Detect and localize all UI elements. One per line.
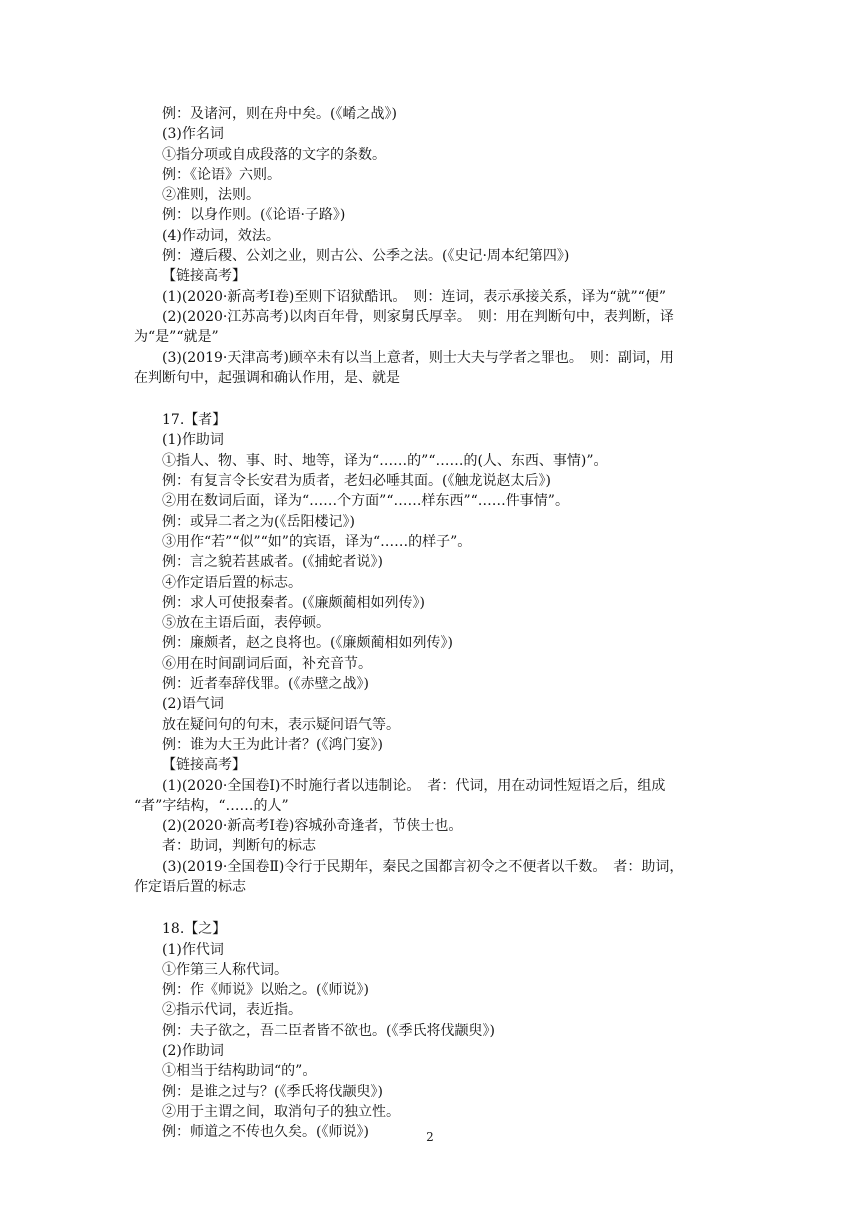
paragraph-line: 例：作《师说》以贻之。(《师说》) <box>162 982 369 999</box>
section-zhi <box>134 919 764 1142</box>
paragraph-line: (2)语气词 <box>162 696 224 713</box>
paragraph-line: (4)作动词，效法。 <box>162 227 280 244</box>
paragraph-line: ①指人、物、事、时、地等，译为“……的”“……的(人、东西、事情)”。 <box>162 452 608 469</box>
paragraph-line: (2)作助词 <box>162 1043 224 1060</box>
paragraph-line: ②准则，法则。 <box>162 187 260 204</box>
paragraph-line: 【链接高考】 <box>162 268 246 285</box>
paragraph-line: 例：求人可使报秦者。(《廉颇蔺相如列传》) <box>162 594 425 611</box>
paragraph-line: 18.【之】 <box>162 921 227 938</box>
paragraph-line <box>134 307 764 348</box>
paragraph-line <box>134 348 764 389</box>
line-text: (3)(2019·全国卷Ⅱ)令行于民期年，秦民之国都言初令之不便者以千数。 者：助词， <box>162 858 684 875</box>
section-spacer <box>134 388 764 410</box>
paragraph-line: (3)作名词 <box>162 126 224 143</box>
paragraph-line: 例：以身作则。(《论语·子路》) <box>162 207 346 224</box>
line-continuation: 作定语后置的标志 <box>134 878 246 895</box>
paragraph-line: 例：及诸河，则在舟中矣。(《崤之战》) <box>162 106 397 122</box>
line-text: (3)(2019·天津高考)顾卒未有以当上意者，则士大夫与学者之罪也。 则：副词，用 <box>162 349 674 366</box>
document-body <box>134 104 764 1143</box>
paragraph-line: 例：言之貌若甚戚者。(《捕蛇者说》) <box>162 554 383 571</box>
paragraph-line: 【链接高考】 <box>162 757 246 774</box>
paragraph-line: 例：近者奉辞伐罪。(《赤壁之战》) <box>162 676 369 693</box>
paragraph-line: 者：助词，判断句的标志 <box>162 838 316 855</box>
line-continuation: “者”字结构，“……的人” <box>134 797 289 814</box>
section-spacer <box>134 897 764 919</box>
paragraph-line: ④作定语后置的标志。 <box>162 574 302 591</box>
line-continuation: 在判断句中，起强调和确认作用，是、就是 <box>134 369 400 386</box>
paragraph-line: (2)(2020·新高考Ⅰ卷)容城孙奇逢者，节侠士也。 <box>162 818 463 835</box>
paragraph-line: 例：夫子欲之，吾二臣者皆不欲也。(《季氏将伐颛臾》) <box>162 1022 495 1039</box>
line-continuation: 为“是”“就是” <box>134 329 219 346</box>
paragraph-line: (1)作代词 <box>162 941 224 958</box>
line-text: (2)(2020·江苏高考)以肉百年骨，则家舅氏厚幸。 则：用在判断句中，表判断，译 <box>162 308 674 325</box>
paragraph-line: ②用于主谓之间，取消句子的独立性。 <box>162 1103 400 1120</box>
page-number: 2 <box>426 1130 434 1144</box>
line-text: (1)(2020·全国卷Ⅰ)不时施行者以违制论。 者：代词，用在动词性短语之后，组成 <box>162 777 666 794</box>
paragraph-line: 例：遵后稷、公刘之业，则古公、公季之法。(《史记·周本纪第四》) <box>162 248 570 265</box>
paragraph-line: 放在疑问句的句末，表示疑问语气等。 <box>162 716 400 733</box>
paragraph-line: 例：《论语》六则。 <box>162 166 281 183</box>
paragraph-line: ②用在数词后面，译为“……个方面”“……样东西”“……件事情”。 <box>162 493 569 510</box>
paragraph-line: (1)作助词 <box>162 432 224 449</box>
paragraph-line: 例：是谁之过与？(《季氏将伐颛臾》) <box>162 1083 383 1100</box>
paragraph-line: 例：谁为大王为此计者？(《鸿门宴》) <box>162 736 383 753</box>
paragraph-line <box>134 776 764 817</box>
paragraph-line: ①指分项或自成段落的文字的条数。 <box>162 146 386 163</box>
paragraph-line: 17.【者】 <box>162 412 227 429</box>
paragraph-line: 例：师道之不传也久矣。(《师说》) <box>162 1124 369 1141</box>
paragraph-line: ③用作“若”“似”“如”的宾语，译为“……的样子”。 <box>162 533 472 550</box>
paragraph-line: ⑤放在主语后面，表停顿。 <box>162 615 330 632</box>
paragraph-line: 例：有复言令长安君为质者，老妇必唾其面。(《触龙说赵太后》) <box>162 473 551 490</box>
paragraph-line: ①作第三人称代词。 <box>162 961 288 978</box>
paragraph-line: (1)(2020·新高考Ⅰ卷)至则下诏狱酷讯。 则：连词，表示承接关系，译为“就”“便” <box>162 288 666 305</box>
paragraph-line: 例：廉颇者，赵之良将也。(《廉颇蔺相如列传》) <box>162 635 453 652</box>
paragraph-line: ⑥用在时间副词后面，补充音节。 <box>162 655 372 672</box>
section-ze-continued <box>134 104 764 388</box>
paragraph-line: ①相当于结构助词“的”。 <box>162 1063 317 1080</box>
paragraph-line <box>134 857 764 898</box>
section-zhe <box>134 410 764 897</box>
paragraph-line: ②指示代词，表近指。 <box>162 1002 302 1019</box>
paragraph-line: 例：或异二者之为(《岳阳楼记》) <box>162 513 355 530</box>
